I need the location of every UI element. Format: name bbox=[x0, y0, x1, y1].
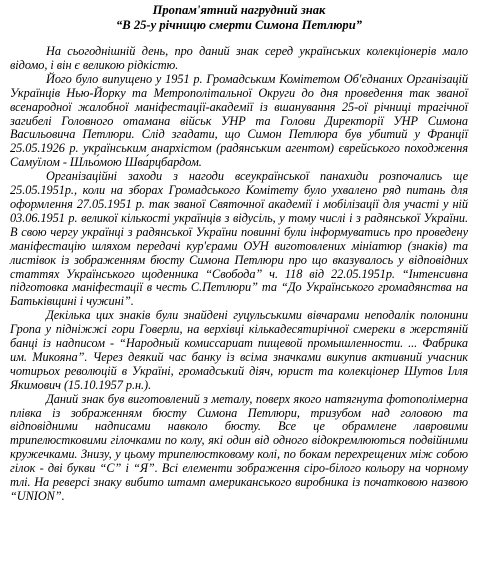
document-body bbox=[10, 45, 468, 504]
document-title-line-1: Пропам'ятний нагрудний знак bbox=[152, 3, 326, 17]
document-title-line-2: “В 25-у річницю смерти Симона Петлюри” bbox=[115, 18, 363, 32]
paragraph-3: Організаційні заходи з нагоди всеукраїнської панахиди розпочались ще 25.05.1951р., коли на зборах Громадського Комітету було ухвалено ряд питань для оформлення 27.05.1951 р. так званої Святочної академії і мобілізації для участі у ній 03.06.1951 р. великої кількості українців з відусіль, у тому числі і з радянської України. В свою чергу українці з радянської України повинні були інформуватись про проведену маніфестацію шляхом передачі кур'єрами ОУН виготовлених мініатюр (знаків) та листівок із зображенням бюсту Симона Петлюри про що вказувалось у відповідних статтях Українського щоденника “Свобода” ч. 118 від 22.05.1951р. “Інтенсивна підготовка маніфестації в честь С.Петлюри” та “До Українського громадянства на Батьківщині і чужині”. bbox=[10, 169, 468, 309]
paragraph-5: Даний знак був виготовлений з металу, поверх якого натягнута фотополімерна плівка із зображенням бюсту Симона Петлюри, тризубом над головою та відповідними надписами навколо бюсту. Все це обрамлене лавровими трипелюстковими гілочками по колу, які один від одного відокремлюються подвійними кружечками. Знизу, у цьому трипелюстковому колі, по бокам перехрещених між собою гілок - дві букви “С” і “Я”. Всі елементи зображення сіро-білого кольору на чорному тлі. На реверсі знаку вибито штамп американського виробника із початковою назвою “UNION”. bbox=[10, 391, 468, 503]
paragraph-2: Його було випущено у 1951 р. Громадським Комітетом Об'єднаних Організацій Українців Нью-Йорку та Метрополітальної Округи до дня проведення так званої всенародної жалобної маніфестації-академії із вшанування 25-ої річниці трагічної загибелі Головного отамана військ УНР та Голови Директорії УНР Симона Васильовича Петлюри. Слід згадати, що Симон Петлюра був убитий у Франції 25.05.1926 р. українським анархістом (радянським агентом) єврейського походження Самуїлом - Шльо́мою Шва́рцбардом. bbox=[10, 71, 468, 170]
paragraph-1: На сьогоднішній день, про даний знак серед українських колекціонерів мало відомо, і він є великою рідкістю. bbox=[10, 44, 468, 72]
paragraph-4: Декілька цих знаків були знайдені гуцульськими вівчарами неподалік полонини Гропа у підніжжі гори Говерли, на верхівці кількадесятирічної смереки в жерстяній банці із надписом - “Народный комиссариат пищевой промышленности. ... Фабрика им. Микояна”. Через деякий час банку із всіма значками викупив активний учасник чотирьох революцій в Україні, громадський діяч, юрист та колекціонер Шутов Ілля Якимович (15.10.1957 р.н.). bbox=[10, 308, 468, 392]
